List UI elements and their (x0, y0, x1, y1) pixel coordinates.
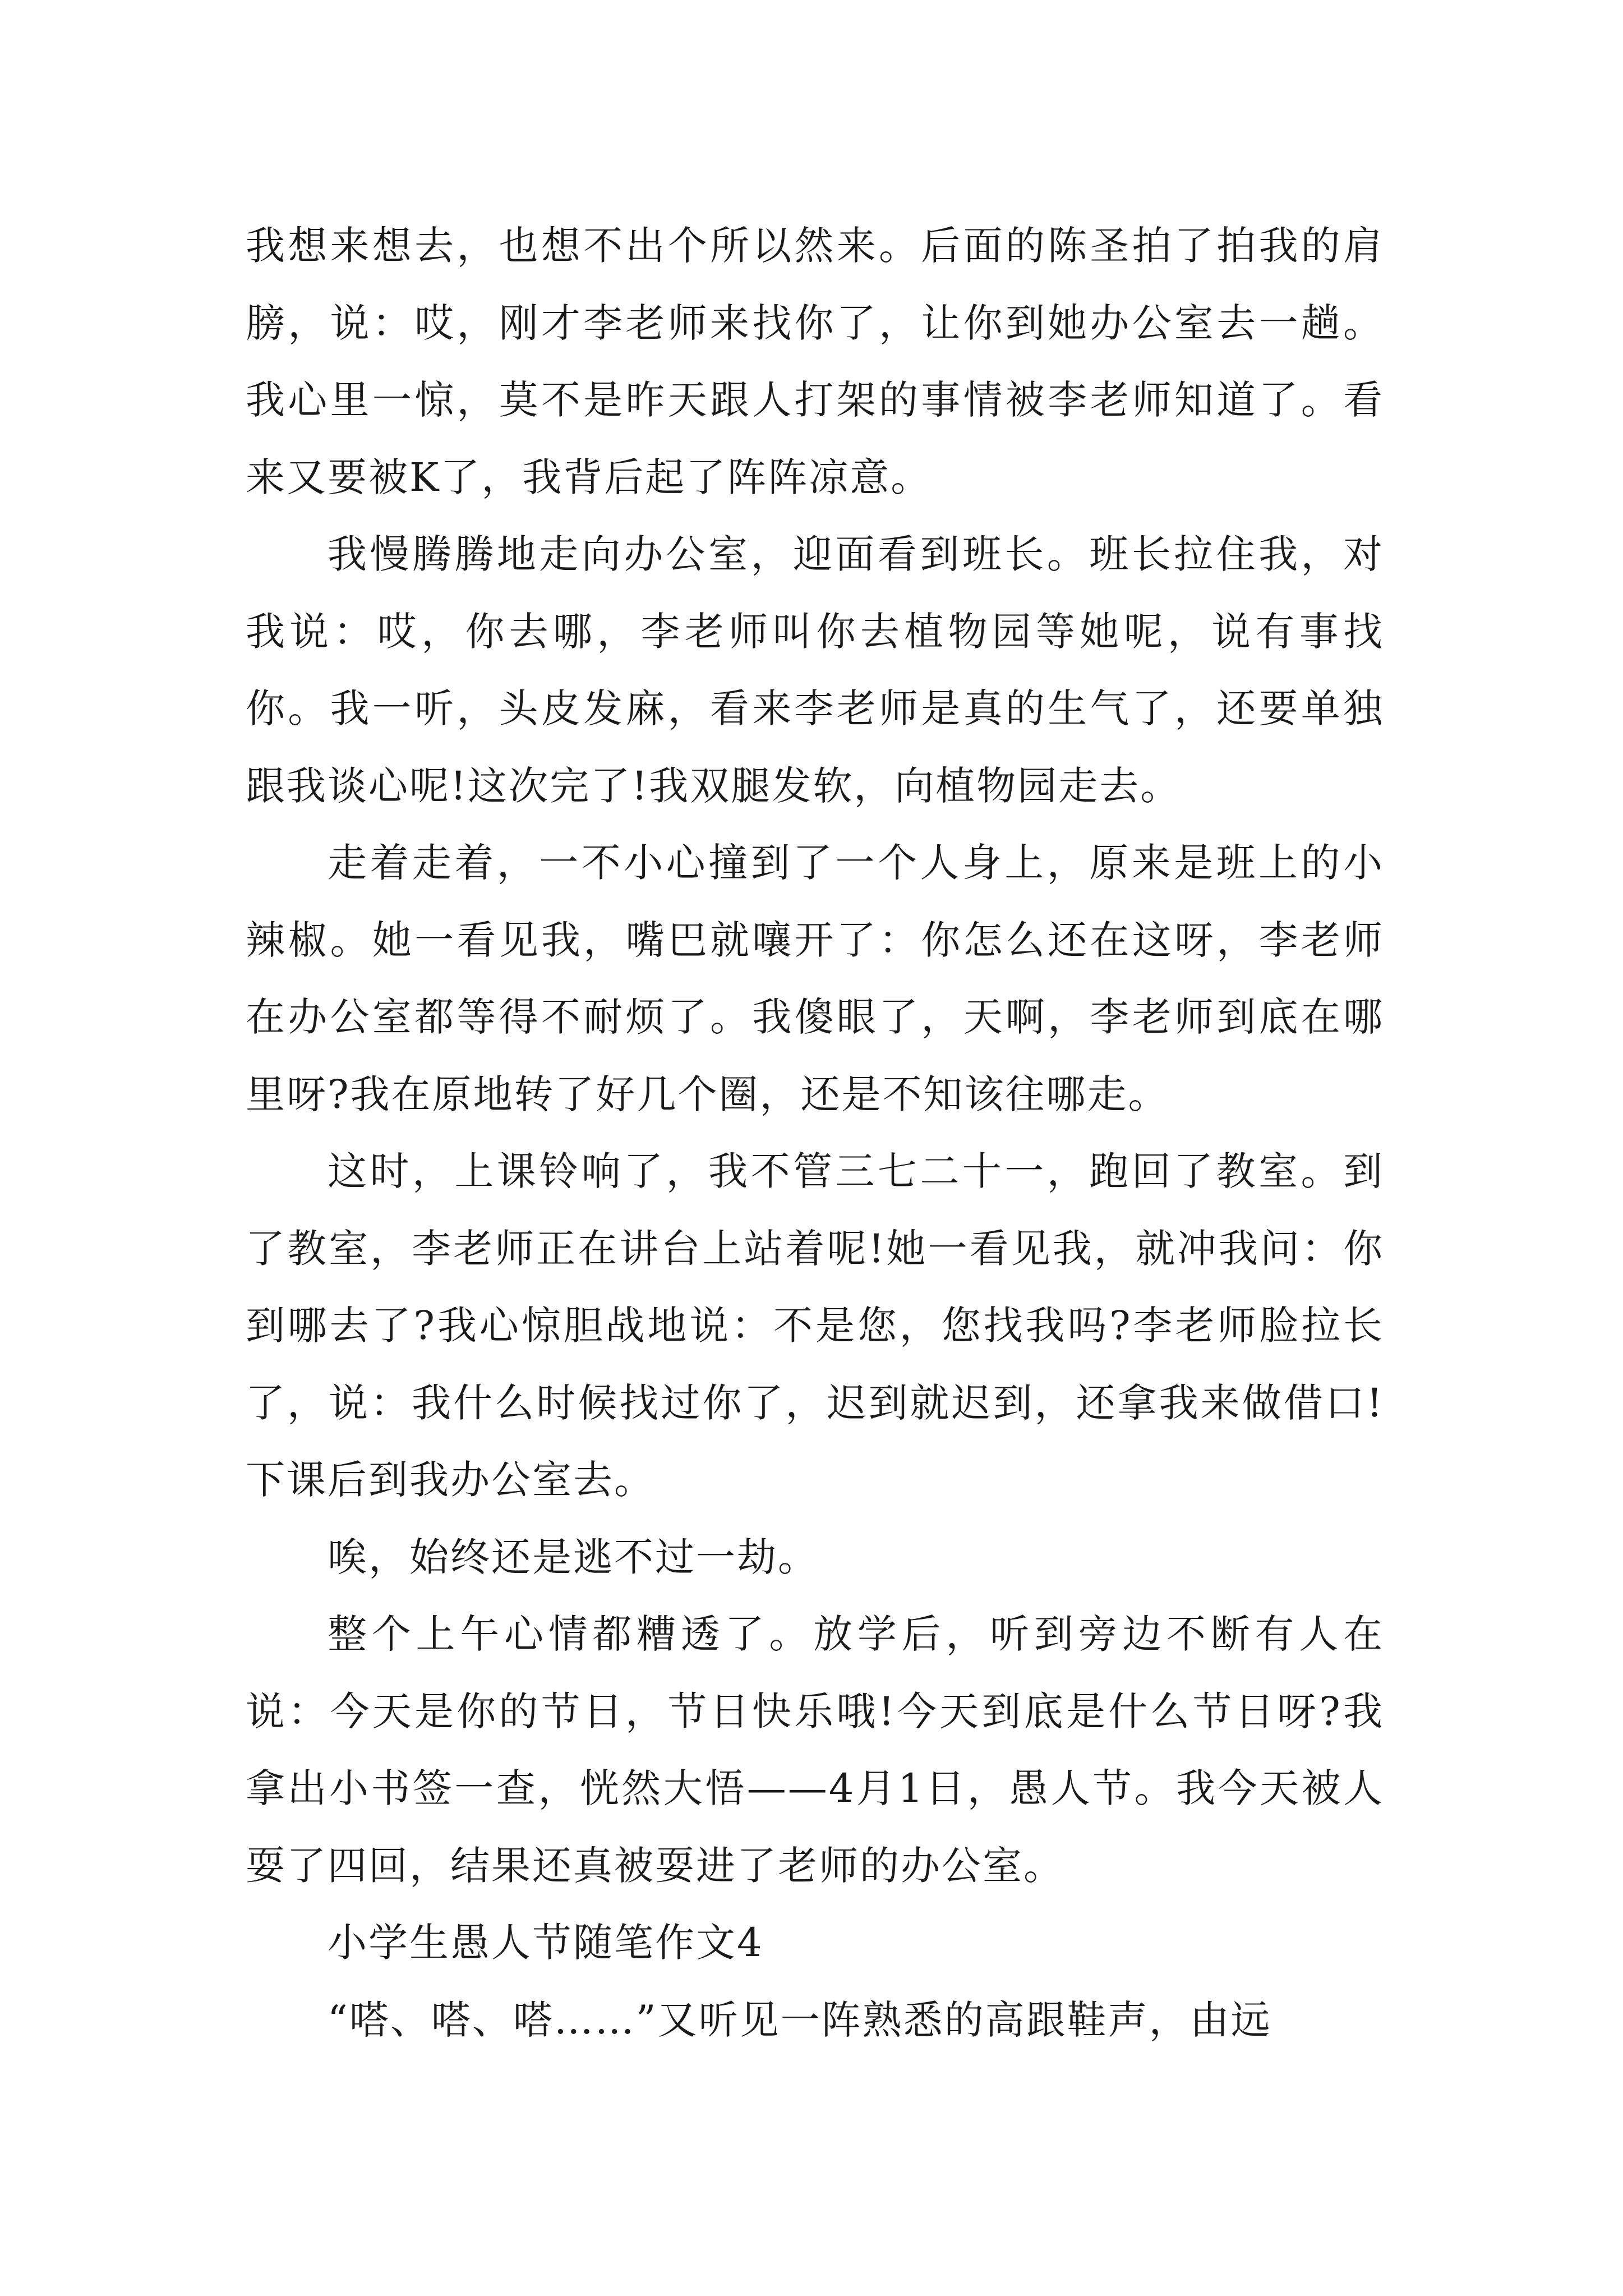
paragraph: 我慢腾腾地走向办公室，迎面看到班长。班长拉住我，对我说：哎，你去哪，李老师叫你去植物园等她呢，说有事找你。我一听，头皮发麻，看来李老师是真的生气了，还要单独跟我谈心呢!这次完了!我双腿发软，向植物园走去。 (246, 531, 1384, 809)
paragraph: 唉，始终还是逃不过一劫。 (328, 1534, 819, 1580)
paragraph: 整个上午心情都糟透了。放学后，听到旁边不断有人在说：今天是你的节日，节日快乐哦!今天到底是什么节日呀?我拿出小书签一查，恍然大悟——4月1日，愚人节。我今天被人耍了四回，结果还真被耍进了老师的办公室。 (246, 1611, 1384, 1889)
paragraph: “嗒、嗒、嗒……”又听见一阵熟悉的高跟鞋声，由远 (328, 1996, 1272, 2043)
paragraph: 走着走着，一不小心撞到了一个人身上，原来是班上的小辣椒。她一看见我，嘴巴就嚷开了：你怎么还在这呀，李老师在办公室都等得不耐烦了。我傻眼了，天啊，李老师到底在哪里呀?我在原地转了好几个圈，还是不知该往哪走。 (246, 840, 1384, 1117)
paragraph: 我想来想去，也想不出个所以然来。后面的陈圣拍了拍我的肩膀，说：哎，刚才李老师来找你了，让你到她办公室去一趟。我心里一惊，莫不是昨天跟人打架的事情被李老师知道了。看来又要被K了，我背后起了阵阵凉意。 (246, 223, 1384, 500)
section-heading: 小学生愚人节随笔作文4 (328, 1920, 764, 1966)
document-body (246, 208, 1384, 2059)
paragraph: 这时，上课铃响了，我不管三七二十一，跑回了教室。到了教室，李老师正在讲台上站着呢!她一看见我，就冲我问：你到哪去了?我心惊胆战地说：不是您，您找我吗?李老师脸拉长了，说：我什么时候找过你了，迟到就迟到，还拿我来做借口!下课后到我办公室去。 (246, 1148, 1384, 1503)
